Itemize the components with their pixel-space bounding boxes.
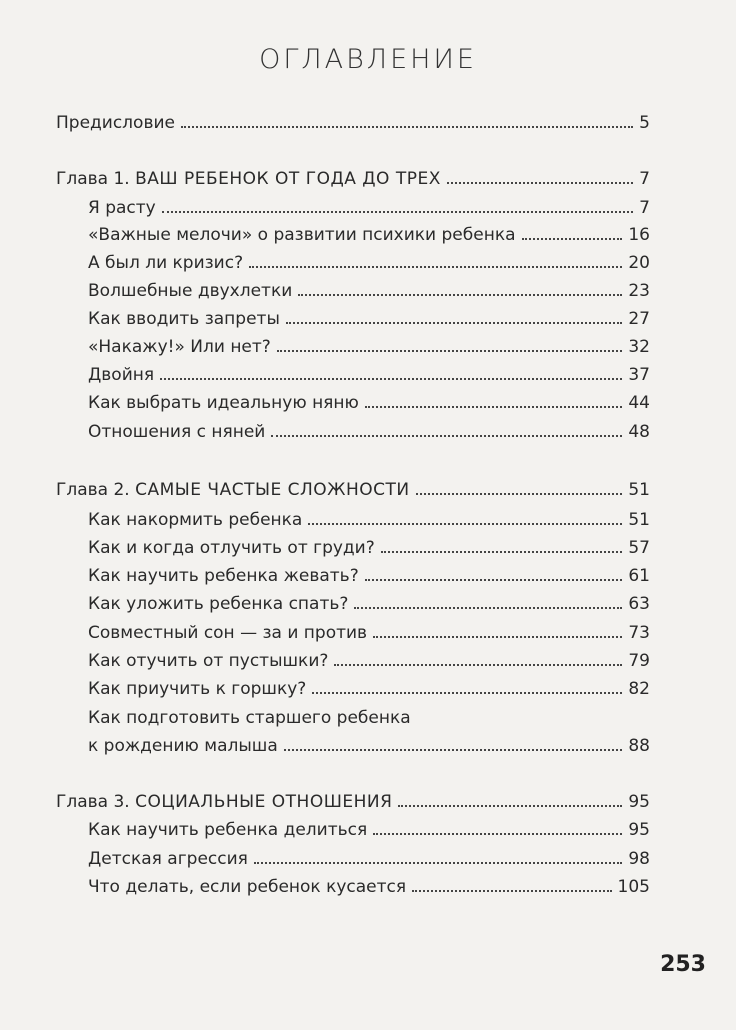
leader-dots <box>373 831 622 835</box>
toc-entry-label: Что делать, если ребенок кусается <box>88 877 407 897</box>
leader-dots <box>373 634 622 638</box>
toc-entry <box>88 735 650 757</box>
toc-entry <box>88 336 650 358</box>
toc-page-number: 79 <box>628 651 650 671</box>
toc-page-number: 73 <box>628 623 650 643</box>
toc-entry-label: Волшебные двухлетки <box>88 281 293 301</box>
toc-entry-label: Как отучить от пустышки? <box>88 651 329 671</box>
toc-entry <box>88 509 650 531</box>
leader-dots <box>522 236 623 240</box>
toc-entry <box>88 392 650 414</box>
toc-page-number: 88 <box>628 736 650 756</box>
toc-entry-label: Как выбрать идеальную няню <box>88 393 359 413</box>
leader-dots <box>334 662 622 666</box>
leader-dots <box>354 605 622 609</box>
toc-entry <box>88 876 650 898</box>
leader-dots <box>254 860 622 864</box>
leader-dots <box>284 747 623 751</box>
toc-page-number: 51 <box>628 480 650 500</box>
toc-page-number: 7 <box>639 198 650 218</box>
leader-dots <box>447 180 633 184</box>
toc-entry <box>88 593 650 615</box>
toc-entry <box>88 537 650 559</box>
toc-entry-label: «Важные мелочи» о развитии психики ребенка <box>88 225 516 245</box>
toc-entry-label: Как приучить к горшку? <box>88 679 307 699</box>
chapter-name: СОЦИАЛЬНЫЕ ОТНОШЕНИЯ <box>135 792 393 812</box>
chapter-name: САМЫЕ ЧАСТЫЕ СЛОЖНОСТИ <box>135 480 410 500</box>
leader-dots <box>398 803 622 807</box>
leader-dots <box>271 433 622 437</box>
toc-entry <box>88 364 650 386</box>
leader-dots <box>308 521 622 525</box>
toc-page-number: 95 <box>628 792 650 812</box>
toc-entry-label: Я расту <box>88 198 156 218</box>
toc-page-number: 5 <box>639 113 650 133</box>
toc-entry <box>88 565 650 587</box>
toc-page-number: 98 <box>628 849 650 869</box>
toc-entry-label: Предисловие <box>56 113 175 133</box>
chapter-prefix: Глава 3. <box>56 792 130 812</box>
toc-chapter-label <box>56 168 441 190</box>
toc-entry-label: Как и когда отлучить от груди? <box>88 538 375 558</box>
toc-page-number: 16 <box>628 225 650 245</box>
toc-page-number: 57 <box>628 538 650 558</box>
toc-entry-label: А был ли кризис? <box>88 253 244 273</box>
toc-entry-label-line1: Как подготовить старшего ребенка <box>88 708 411 728</box>
chapter-prefix: Глава 1. <box>56 169 130 189</box>
toc-entry <box>88 280 650 302</box>
toc-entry <box>88 678 650 700</box>
leader-dots <box>162 209 633 213</box>
toc-page-number: 82 <box>628 679 650 699</box>
toc-chapter-3 <box>56 791 650 813</box>
toc-entry-label: Отношения с няней <box>88 422 266 442</box>
toc-entry <box>88 848 650 870</box>
toc-entry-label: к рождению малыша <box>88 736 278 756</box>
page-title: ОГЛАВЛЕНИЕ <box>259 44 477 75</box>
toc-entry-label: Детская агрессия <box>88 849 248 869</box>
toc-entry <box>88 224 650 246</box>
leader-dots <box>365 404 623 408</box>
toc-page-number: 51 <box>628 510 650 530</box>
page-number-folio: 253 <box>660 952 706 977</box>
toc-page-number: 63 <box>628 594 650 614</box>
toc-page-number: 48 <box>628 422 650 442</box>
toc-page-number: 61 <box>628 566 650 586</box>
toc-entry-label: «Накажу!» Или нет? <box>88 337 271 357</box>
toc-chapter-label <box>56 791 392 813</box>
toc-entry-label: Как накормить ребенка <box>88 510 303 530</box>
toc-page-number: 32 <box>628 337 650 357</box>
toc-entry-preface <box>56 112 650 134</box>
toc-chapter-1 <box>56 168 650 190</box>
toc-page-number: 23 <box>628 281 650 301</box>
leader-dots <box>181 124 633 128</box>
toc-entry-label: Совместный сон — за и против <box>88 623 368 643</box>
leader-dots <box>298 292 622 296</box>
toc-page-number: 27 <box>628 309 650 329</box>
toc-page-number: 105 <box>617 877 650 897</box>
leader-dots <box>160 376 622 380</box>
chapter-prefix: Глава 2. <box>56 480 130 500</box>
toc-page-number: 7 <box>639 169 650 189</box>
toc-entry <box>88 421 650 443</box>
toc-entry <box>88 622 650 644</box>
toc-page-number: 95 <box>628 820 650 840</box>
toc-page-number: 37 <box>628 365 650 385</box>
chapter-name: ВАШ РЕБЕНОК ОТ ГОДА ДО ТРЕХ <box>135 169 441 189</box>
leader-dots <box>381 549 623 553</box>
toc-entry-label: Как научить ребенка жевать? <box>88 566 359 586</box>
leader-dots <box>277 348 623 352</box>
leader-dots <box>416 491 623 495</box>
leader-dots <box>286 320 622 324</box>
toc-chapter-2 <box>56 479 650 501</box>
toc-entry <box>88 308 650 330</box>
toc-entry-label: Как уложить ребенка спать? <box>88 594 349 614</box>
toc-chapter-label <box>56 479 410 501</box>
toc-entry <box>88 197 650 219</box>
leader-dots <box>365 577 623 581</box>
toc-entry-label: Как научить ребенка делиться <box>88 820 368 840</box>
toc-entry <box>88 819 650 841</box>
leader-dots <box>312 690 622 694</box>
toc-entry-label: Двойня <box>88 365 155 385</box>
toc-entry-label: Как вводить запреты <box>88 309 280 329</box>
leader-dots <box>412 888 611 892</box>
toc-entry <box>88 650 650 672</box>
toc-entry <box>88 252 650 274</box>
toc-page-number: 44 <box>628 393 650 413</box>
leader-dots <box>249 264 622 268</box>
toc-page-number: 20 <box>628 253 650 273</box>
